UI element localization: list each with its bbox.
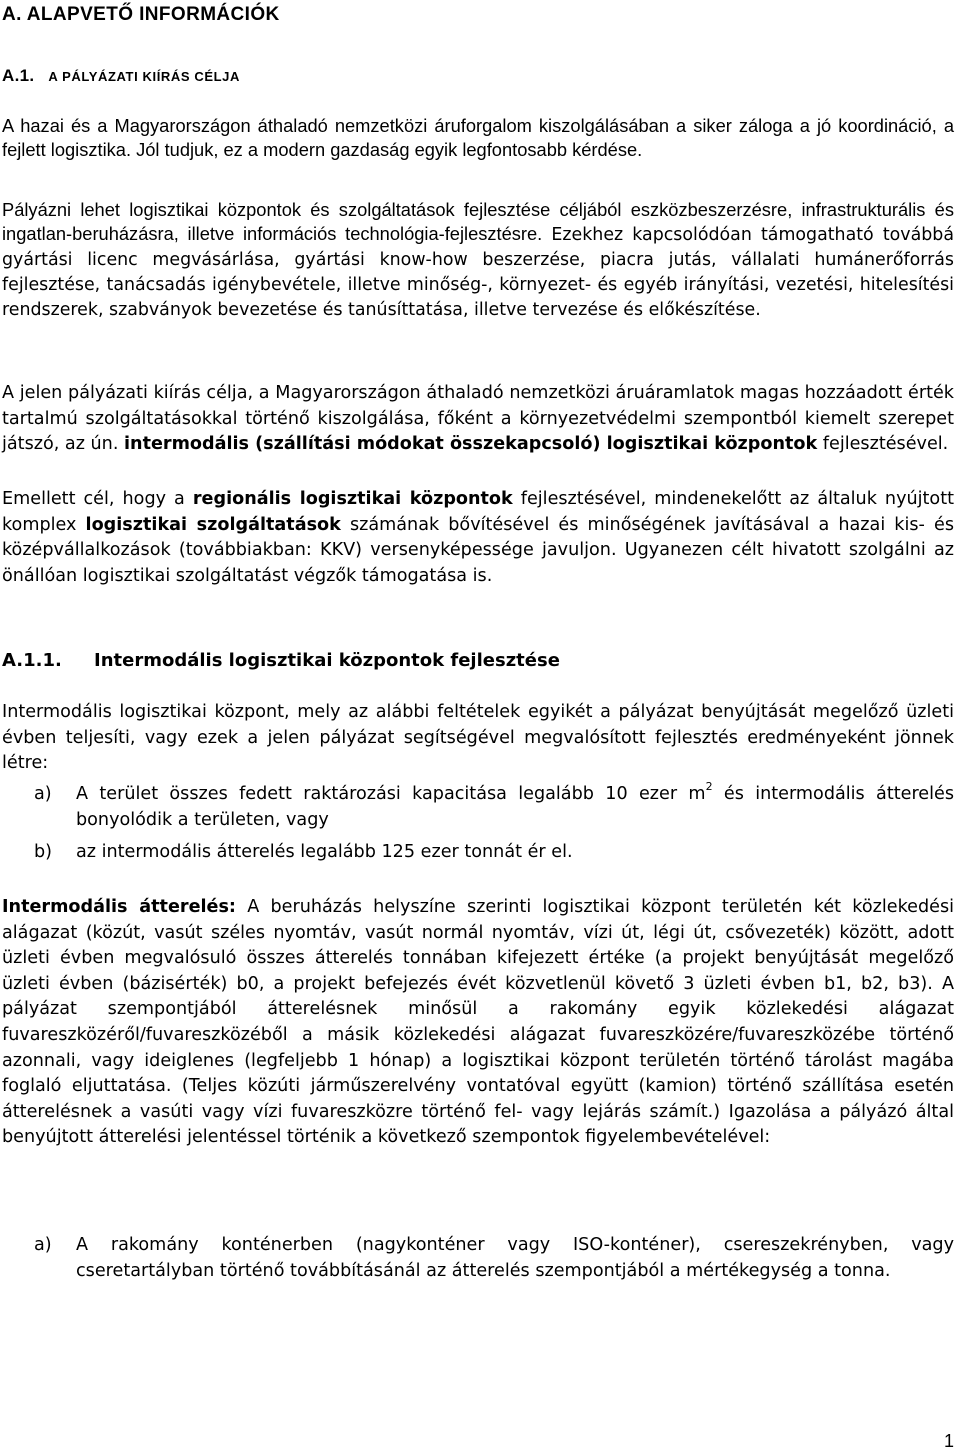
- eligibility-text: Pályázni lehet logisztikai központok és szolgáltatások fejlesztése céljából eszközbeszerzésre, infrastrukturális és ingatlan-beruházásra, illetve információs technológia-fejlesztésre.: [2, 199, 954, 244]
- condition-text: [76, 782, 954, 833]
- eligibility-paragraph: [2, 198, 954, 322]
- secondary-goal-text-3: számának bővítésével és minőségének javításával a hazai kis- és középvállalkozások (továbbiakban: KKV) versenyképessége javuljon. Ugyanezen célt hivatott szolgálni az önállóan logisztikai szolgáltatást végzők támogatása is.: [2, 514, 954, 586]
- section-number: A.1.: [2, 66, 35, 85]
- intro-paragraph: A hazai és a Magyarországon áthaladó nemzetközi áruforgalom kiszolgálásában a siker záloga a jó koordináció, a fejlett logisztika. Jól tudjuk, ez a modern gazdaság egyik legfontosabb kérdése.: [2, 115, 954, 160]
- list-marker: a): [34, 1235, 52, 1255]
- secondary-goal-paragraph: [2, 487, 954, 589]
- subsection-heading: [2, 650, 560, 671]
- secondary-goal-bold-2: logisztikai szolgáltatások: [85, 514, 341, 535]
- condition-text-end: és intermodális átterelés bonyolódik a területen, vagy: [76, 784, 955, 830]
- transfer-text: A beruházás helyszíne szerinti logisztikai központ területén két közlekedési alágazat (közút, vasút széles nyomtáv, vasút normál nyomtáv, vízi út, légi út, csővezeték) között, adott üzleti évben megvalósuló összes átterelés tonnában kifejezett értéke (a projekt benyújtását megelőző üzleti évben (bázisérték) b0, a projekt befejezés évét közvetlenül követő 3 üzleti évben b1, b2, b3). A pályázat szempontjából átterelésnek minősül a rakomány egyik közlekedési alágazat fuvareszközéről/fuvareszközéből a másik közlekedési alágazat fuvareszközére/fuvareszközébe történő azonnali, vagy ideiglenes (legfeljebb 1 hónap) a logisztikai központ területén történő tárolást magába foglaló eljuttatása. (Teljes közúti járműszerelvény vontatóval együtt (kamion) történő szállítása esetén átterelésnek a vasúti vagy vízi fuvareszközre történő fel- vagy lejárás számít.) Igazolása a pályázó által benyújtott átterelési jelentéssel történik a következő szempontok figyelembevételével:: [2, 897, 955, 1148]
- condition-text: az intermodális átterelés legalább 125 ezer tonnát ér el.: [76, 842, 573, 862]
- eligibility-continuation: Ezekhez kapcsolódóan támogatható továbbá gyártási licenc megvásárlása, gyártási know-how beszerzése, piacra jutás, vállalati humánerőforrás fejlesztése, tanácsadás igénybevétele, illetve minőség-, környezet- és egyéb irányítási, vezetési, hitelesítési rendszerek, szabványok bevezetése és tanúsíttatása, illetve tervezése és előkészítése.: [2, 225, 954, 320]
- condition-item-b: [2, 840, 954, 866]
- list-marker: a): [34, 784, 52, 804]
- secondary-goal-text: Emellett cél, hogy a: [2, 489, 193, 509]
- subsection-number: A.1.1.: [2, 650, 62, 671]
- transfer-label: Intermodális átterelés:: [2, 897, 236, 917]
- secondary-goal-text-2: fejlesztésével, mindenekelőtt az általuk nyújtott komplex: [2, 489, 954, 535]
- goal-text: A jelen pályázati kiírás célja, a Magyarországon áthaladó nemzetközi áruáramlatok magas hozzáadott érték tartalmú szolgáltatásokkal történő kiszolgálása, főként a környezetvédelmi szempontból kiemelt szerepet játszó, az ún.: [2, 383, 954, 455]
- goal-text-end: fejlesztésével.: [817, 434, 949, 455]
- condition-text-main: A terület összes fedett raktározási kapacitása legalább 10 ezer m: [76, 784, 706, 804]
- goal-paragraph: [2, 381, 954, 458]
- goal-bold-text: intermodális (szállítási módokat összekapcsoló) logisztikai központok: [124, 434, 818, 455]
- page-number: 1: [943, 1431, 954, 1451]
- condition-item-a: [2, 782, 954, 834]
- secondary-goal-bold-1: regionális logisztikai központok: [192, 489, 513, 509]
- subsection-title: Intermodális logisztikai központok fejlesztése: [94, 650, 560, 671]
- measure-text: A rakomány konténerben (nagykonténer vagy ISO-konténer), csereszekrényben, vagy cseretartályban történő továbbításánál az átterelés szempontjából a mértékegység a tonna.: [76, 1235, 954, 1281]
- measure-item-a: [2, 1233, 954, 1313]
- section-heading: [2, 66, 240, 86]
- section-title: A PÁLYÁZATI KIÍRÁS CÉLJA: [48, 69, 240, 84]
- main-heading: A. ALAPVETŐ INFORMÁCIÓK: [2, 4, 280, 25]
- superscript: 2: [705, 780, 713, 794]
- center-definition-paragraph: Intermodális logisztikai központ, mely az alábbi feltételek egyikét a pályázat benyújtását megelőző üzleti évben teljesíti, vagy ezek a jelen pályázat segítségével megvalósított fejlesztés eredményeként jönnek létre:: [2, 702, 954, 774]
- transfer-definition-paragraph: [2, 895, 954, 1151]
- list-marker: b): [34, 842, 53, 862]
